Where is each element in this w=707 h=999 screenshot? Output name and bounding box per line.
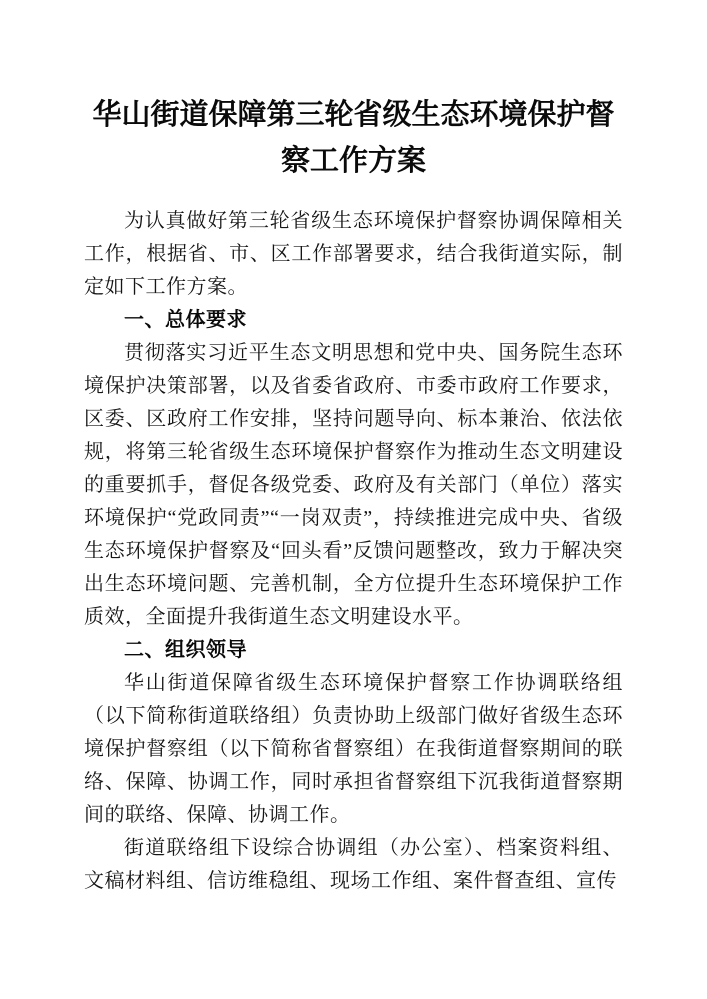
paragraph-subgroups-list: 街道联络组下设综合协调组（办公室）、档案资料组、文稿材料组、信访维稳组、现场工作组、案件督查组、宣传 [84, 837, 623, 892]
document-content [84, 92, 623, 898]
section-heading-overall-requirements: 一、总体要求 [124, 309, 247, 331]
paragraph-overall-requirements: 贯彻落实习近平生态文明思想和党中央、国务院生态环境保护决策部署，以及省委省政府、市委市政府工作要求，区委、区政府工作安排，坚持问题导向、标本兼治、依法依规，将第三轮省级生态环境保护督察作为推动生态文明建设的重要抓手，督促各级党委、政府及有关部门（单位）落实环境保护“党政同责”“一岗双责”，持续推进完成中央、省级生态环境保护督察及“回头看”反馈问题整改，致力于解决突出生态环境问题、完善机制，全方位提升生态环境保护工作质效，全面提升我街道生态文明建设水平。 [84, 342, 623, 628]
intro-paragraph: 为认真做好第三轮省级生态环境保护督察协调保障相关工作，根据省、市、区工作部署要求，结合我街道实际，制定如下工作方案。 [84, 210, 623, 298]
paragraph-liaison-group-duties: 华山街道保障省级生态环境保护督察工作协调联络组（以下简称街道联络组）负责协助上级部门做好省级生态环境保护督察组（以下简称省督察组）在我街道督察期间的联络、保障、协调工作，同时承担省督察组下沉我街道督察期间的联络、保障、协调工作。 [84, 672, 623, 826]
section-heading-organizational-leadership: 二、组织领导 [124, 639, 247, 661]
document-title: 华山街道保障第三轮省级生态环境保护督察工作方案 [92, 99, 615, 177]
